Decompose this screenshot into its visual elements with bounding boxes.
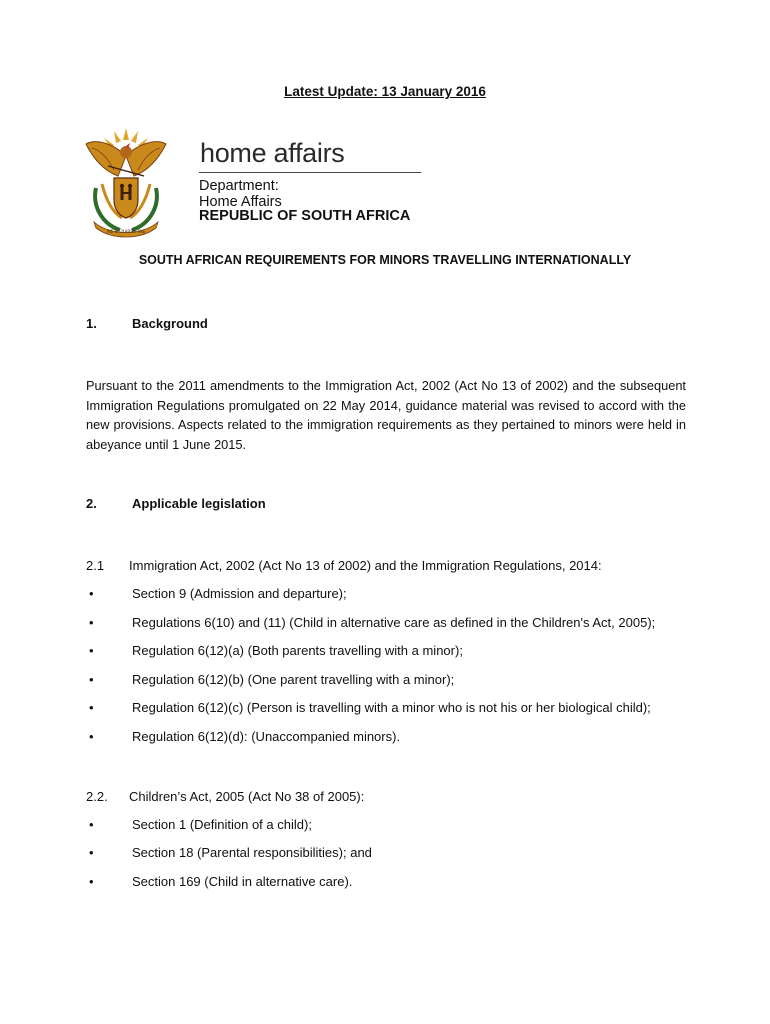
bullet-icon: •	[89, 615, 94, 630]
crest-motto: !KE E: /XARRA //KE	[106, 229, 146, 234]
list-item: Regulation 6(12)(d): (Unaccompanied minors).	[132, 729, 401, 744]
department-block	[199, 178, 282, 210]
list-item: Section 18 (Parental responsibilities); and	[132, 845, 372, 860]
list-item: Section 9 (Admission and departure);	[132, 586, 347, 601]
bullet-icon: •	[89, 729, 94, 744]
bullet-icon: •	[89, 874, 94, 889]
section-title: Background	[132, 316, 208, 331]
coat-of-arms-logo	[84, 126, 168, 238]
list-item: Section 169 (Child in alternative care).	[132, 874, 353, 889]
department-label: Department:	[199, 178, 279, 194]
list-item: Regulations 6(10) and (11) (Child in alternative care as defined in the Children's Act, 2005);	[132, 615, 656, 630]
subsection-title: Immigration Act, 2002 (Act No 13 of 2002) and the Immigration Regulations, 2014:	[129, 558, 602, 573]
bullet-icon: •	[89, 672, 94, 687]
republic-name: REPUBLIC OF SOUTH AFRICA	[199, 208, 411, 224]
list-item: Regulation 6(12)(c) (Person is travelling with a minor who is not his or her biological child);	[132, 700, 651, 715]
department-name: Home Affairs	[199, 194, 282, 210]
bullet-icon: •	[89, 586, 94, 601]
bullet-icon: •	[89, 845, 94, 860]
list-item: Section 1 (Definition of a child);	[132, 817, 312, 832]
list-item: Regulation 6(12)(b) (One parent travelling with a minor);	[132, 672, 455, 687]
section-number: 1.	[86, 316, 97, 331]
subsection-number: 2.1	[86, 558, 105, 573]
bullet-icon: •	[89, 643, 94, 658]
brand-divider	[199, 172, 421, 173]
bullet-icon: •	[89, 817, 94, 832]
update-title: Latest Update: 13 January 2016	[284, 84, 486, 99]
subsection-number: 2.2.	[86, 789, 108, 804]
subsection-title: Children’s Act, 2005 (Act No 38 of 2005):	[129, 789, 365, 804]
bullet-icon: •	[89, 700, 94, 715]
brand-name: home affairs	[200, 138, 345, 168]
main-heading: SOUTH AFRICAN REQUIREMENTS FOR MINORS TRAVELLING INTERNATIONALLY	[138, 253, 632, 267]
background-paragraph: Pursuant to the 2011 amendments to the Immigration Act, 2002 (Act No 13 of 2002) and the subsequent Immigration Regulations promulgated on 22 May 2014, guidance material was revised to accord with the new provisions. Aspects related to the immigration requirements as they pertained to minors were held in abeyance until 1 June 2015.	[86, 378, 686, 452]
section-title: Applicable legislation	[132, 496, 266, 511]
section-number: 2.	[86, 496, 97, 511]
list-item: Regulation 6(12)(a) (Both parents travelling with a minor);	[132, 643, 463, 658]
